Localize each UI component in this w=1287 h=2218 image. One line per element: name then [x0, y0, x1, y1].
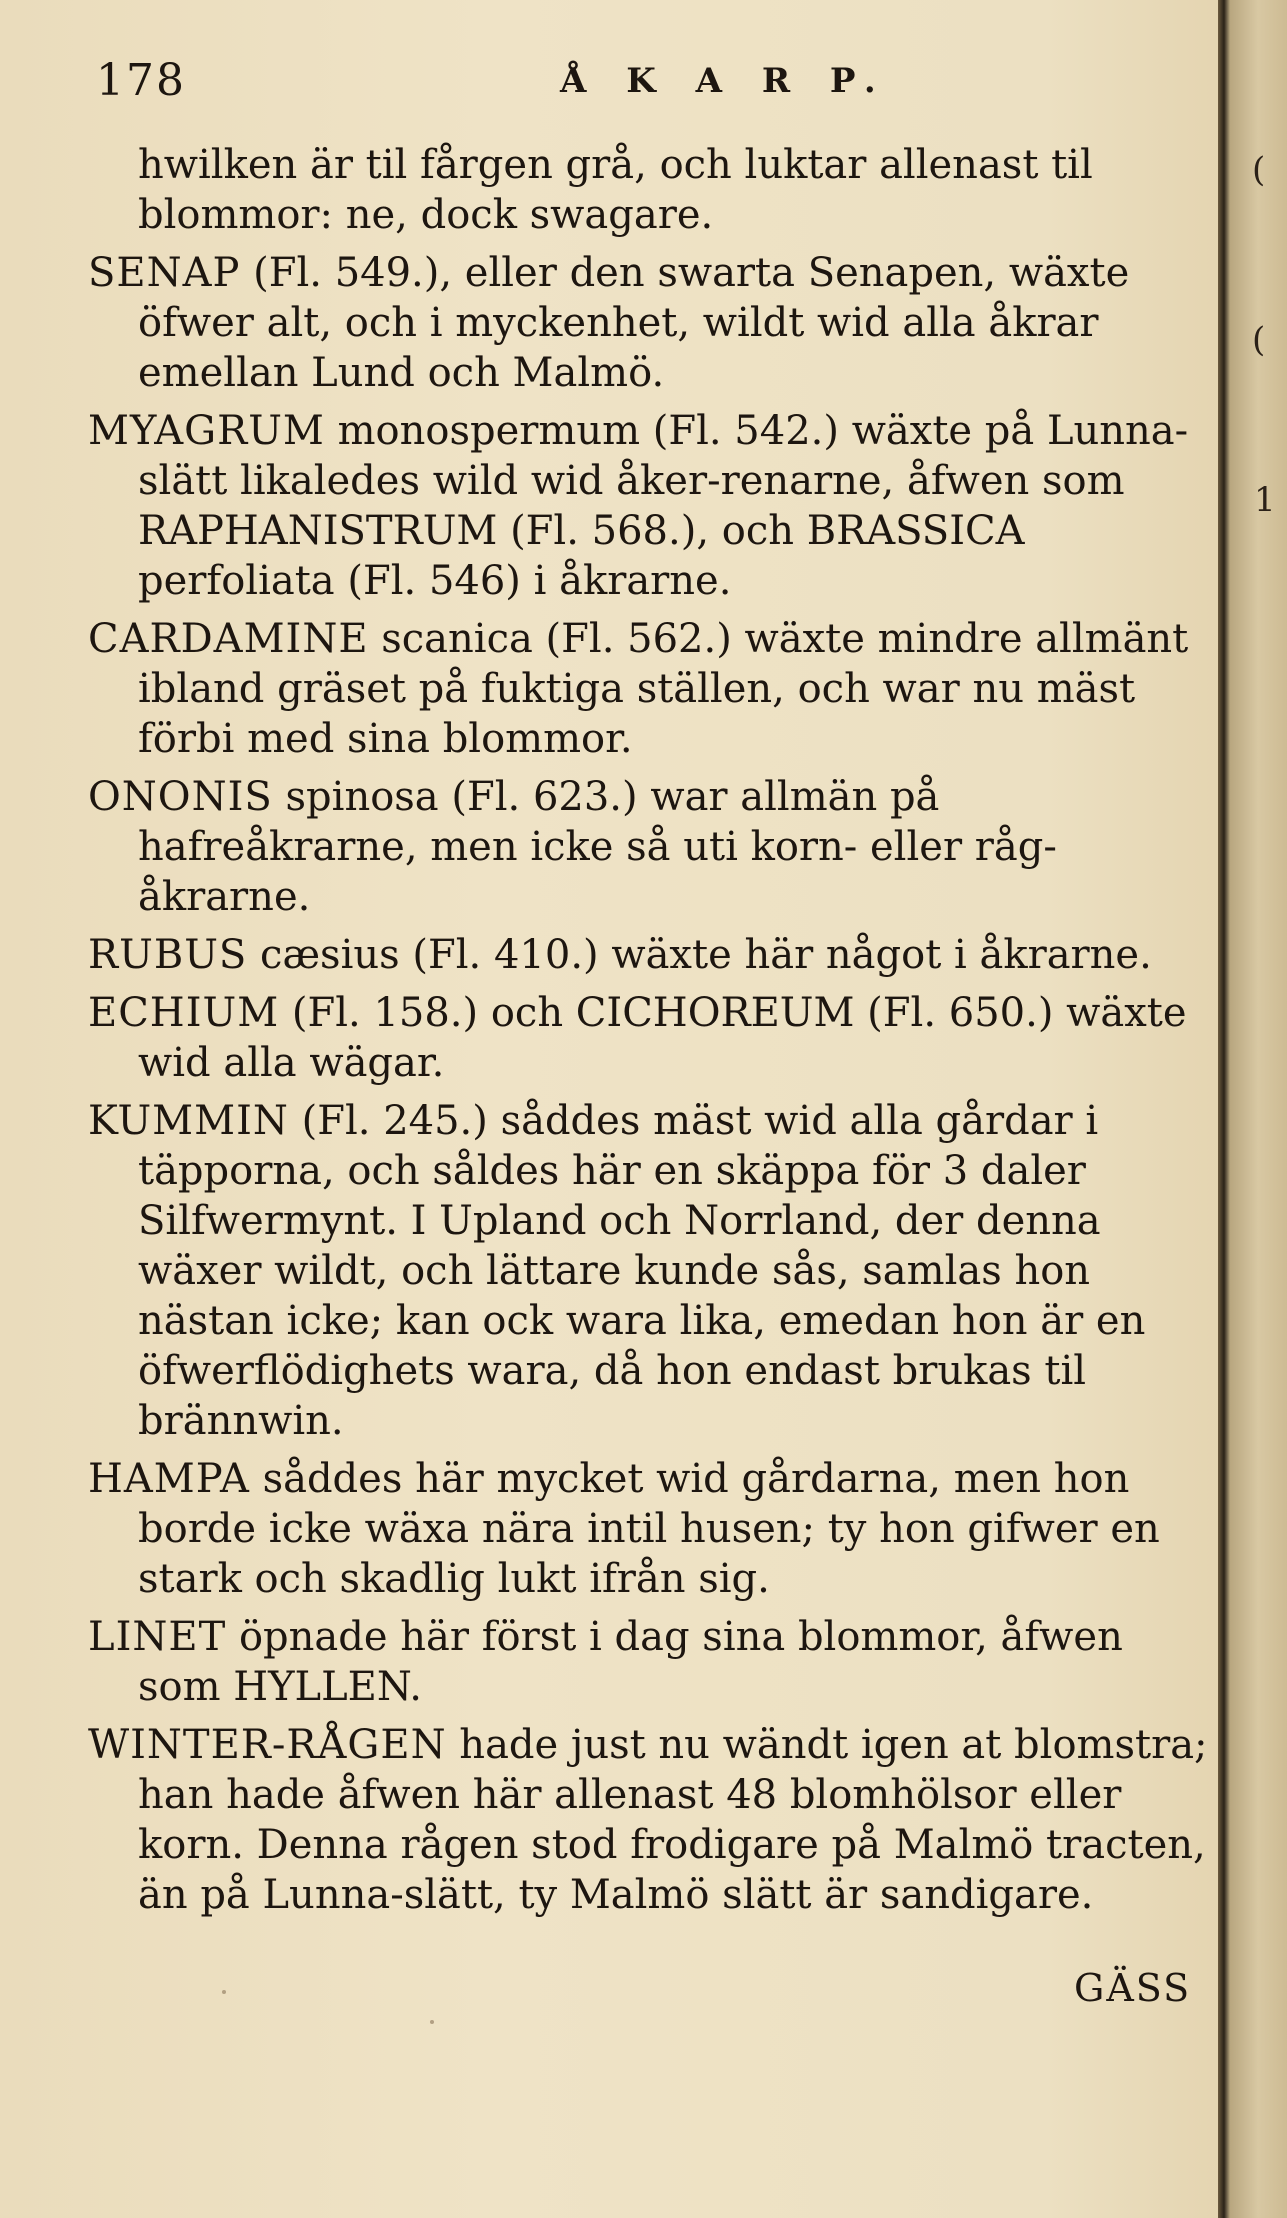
- catchword: GÄSS: [1074, 1966, 1192, 2010]
- entry-term: KUMMIN: [88, 1098, 289, 1144]
- entry-term: ECHIUM: [88, 990, 280, 1036]
- entry-myagrum: MYAGRUM monospermum (Fl. 542.) wäxte på Lunna-slätt likaledes wild wid åker-renarne, åfwen som RAPHANISTRUM (Fl. 568.), och BRASSICA perfoliata (Fl. 546) i åkrarne.: [88, 408, 1189, 604]
- facing-page-mark: 1: [1254, 480, 1276, 520]
- entry-continued: hwilken är til fårgen grå, och luktar allenast til blommor: ne, dock swagare.: [138, 142, 1093, 238]
- entry-term: MYAGRUM: [88, 408, 325, 454]
- entry-term: HAMPA: [88, 1456, 250, 1502]
- entry-echium: ECHIUM (Fl. 158.) och CICHOREUM (Fl. 650.) wäxte wid alla wägar.: [88, 990, 1187, 1086]
- entry-hampa: HAMPA såddes här mycket wid gårdarna, men hon borde icke wäxa nära intil husen; ty hon gifwer en stark och skadlig lukt ifrån sig.: [88, 1456, 1160, 1602]
- entry-term: CARDAMINE: [88, 616, 369, 662]
- paper-speck: [222, 1990, 226, 1994]
- entry-term: LINET: [88, 1614, 227, 1660]
- entry-term: ONONIS: [88, 774, 273, 820]
- entry-cardamine: CARDAMINE scanica (Fl. 562.) wäxte mindre allmänt ibland gräset på fuktiga ställen, och war nu mäst förbi med sina blommor.: [88, 616, 1189, 762]
- entry-winter-ragen: WINTER-RÅGEN hade just nu wändt igen at blomstra; han hade åfwen här allenast 48 blomhölsor eller korn. Denna rågen stod frodigare på Malmö tracten, än på Lunna-slätt, ty Malmö slätt är sandigare.: [88, 1722, 1208, 1918]
- running-head: Å K A R P.: [560, 61, 890, 101]
- entry-kummin: KUMMIN (Fl. 245.) såddes mäst wid alla gårdar i täpporna, och såldes här en skäppa för 3 daler Silfwermynt. I Upland och Norrland, der denna wäxer wildt, och lättare kunde sås, samlas hon nästan icke; kan ock wara lika, emedan hon är en öfwerflödighets wara, då hon endast brukas til brännwin.: [88, 1098, 1146, 1444]
- page-header: [0, 55, 1228, 115]
- page-number: 178: [96, 55, 186, 106]
- entry-ononis: ONONIS spinosa (Fl. 623.) war allmän på hafreåkrarne, men icke så uti korn- eller råg-åkrarne.: [88, 774, 1057, 920]
- entry-senap: SENAP (Fl. 549.), eller den swarta Senapen, wäxte öfwer alt, och i myckenhet, wildt wid alla åkrar emellan Lund och Malmö.: [88, 250, 1130, 396]
- entry-term: WINTER-RÅGEN: [88, 1722, 447, 1768]
- facing-page-bracket: (: [1252, 150, 1266, 190]
- entry-linet: LINET öpnade här först i dag sina blommor, åfwen som HYLLEN.: [88, 1614, 1123, 1710]
- entry-term: SENAP: [88, 250, 241, 296]
- entry-rubus: RUBUS cæsius (Fl. 410.) wäxte här något i åkrarne.: [88, 932, 1152, 978]
- facing-page-bracket: (: [1252, 320, 1266, 360]
- page-body: [88, 140, 1208, 1928]
- paper-speck: [430, 2020, 434, 2024]
- entry-term: RUBUS: [88, 932, 248, 978]
